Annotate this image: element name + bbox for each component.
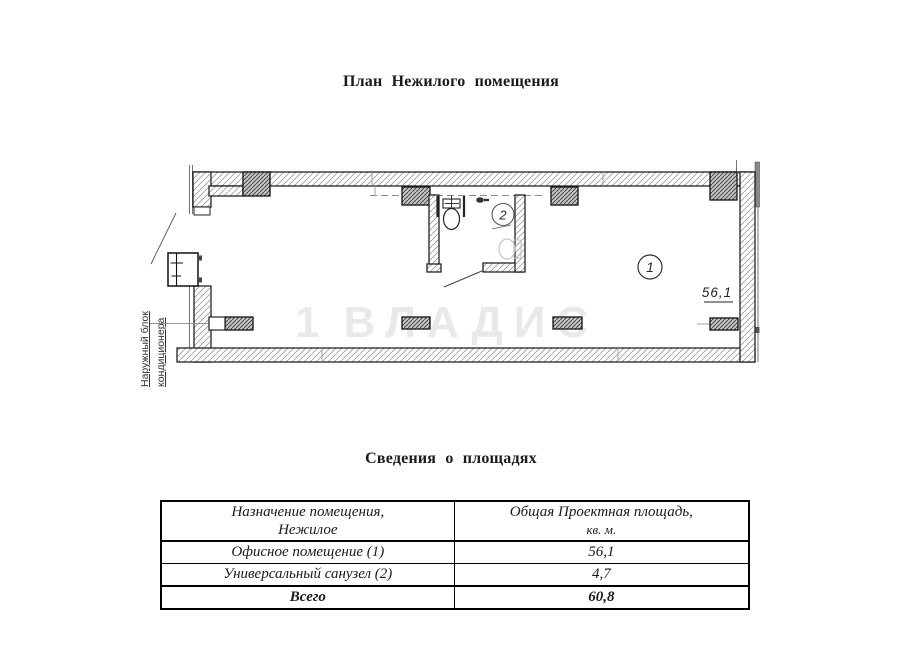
areas-table-header-row	[161, 501, 749, 541]
room1-number: 1	[646, 259, 654, 275]
ac-unit-label-line2: кондиционера	[155, 317, 167, 387]
plan-title: План Нежилого помещения	[342, 73, 560, 90]
header-area-cell	[454, 501, 749, 541]
total-area: 60,8	[454, 586, 749, 609]
row-office-name: Офисное помещение (1)	[161, 541, 454, 564]
table-row-total	[161, 586, 749, 609]
exterior-walls	[177, 172, 755, 362]
ac-unit-label-line1: Наружный блок	[139, 311, 151, 387]
header-purpose-line1: Назначение помещения,	[231, 504, 385, 520]
wc-door-swing	[444, 271, 483, 288]
header-area-line2: кв. м.	[586, 522, 617, 537]
toilet-icon	[438, 196, 465, 230]
watermark-logo-mark: 1	[295, 298, 320, 347]
header-purpose-line2: Нежилое	[278, 522, 338, 538]
areas-title: Сведения о площадях	[365, 450, 537, 467]
header-area-line1: Общая Проектная площадь,	[509, 504, 693, 520]
row-wc-area: 4,7	[454, 564, 749, 587]
row-wc-name: Универсальный санузел (2)	[161, 564, 454, 587]
total-label: Всего	[161, 586, 454, 609]
pipe-valve-icon	[476, 197, 489, 203]
watermark-text: ВЛАДИС	[343, 298, 600, 347]
room2-number: 2	[499, 207, 507, 223]
header-purpose-cell	[161, 501, 454, 541]
table-row-office	[161, 541, 749, 564]
pier-connector	[209, 317, 225, 330]
wall-step-foot	[194, 207, 210, 215]
adjacent-wall-tick	[755, 327, 760, 333]
areas-table	[160, 500, 750, 610]
row-office-area: 56,1	[454, 541, 749, 564]
facade-lines	[190, 160, 759, 362]
ac-unit-icon	[168, 253, 202, 286]
floor-plan-drawing	[130, 150, 775, 395]
table-row-wc	[161, 564, 749, 587]
room1-area-label: 56,1	[701, 285, 733, 300]
adjacent-wall-strip	[755, 162, 760, 207]
